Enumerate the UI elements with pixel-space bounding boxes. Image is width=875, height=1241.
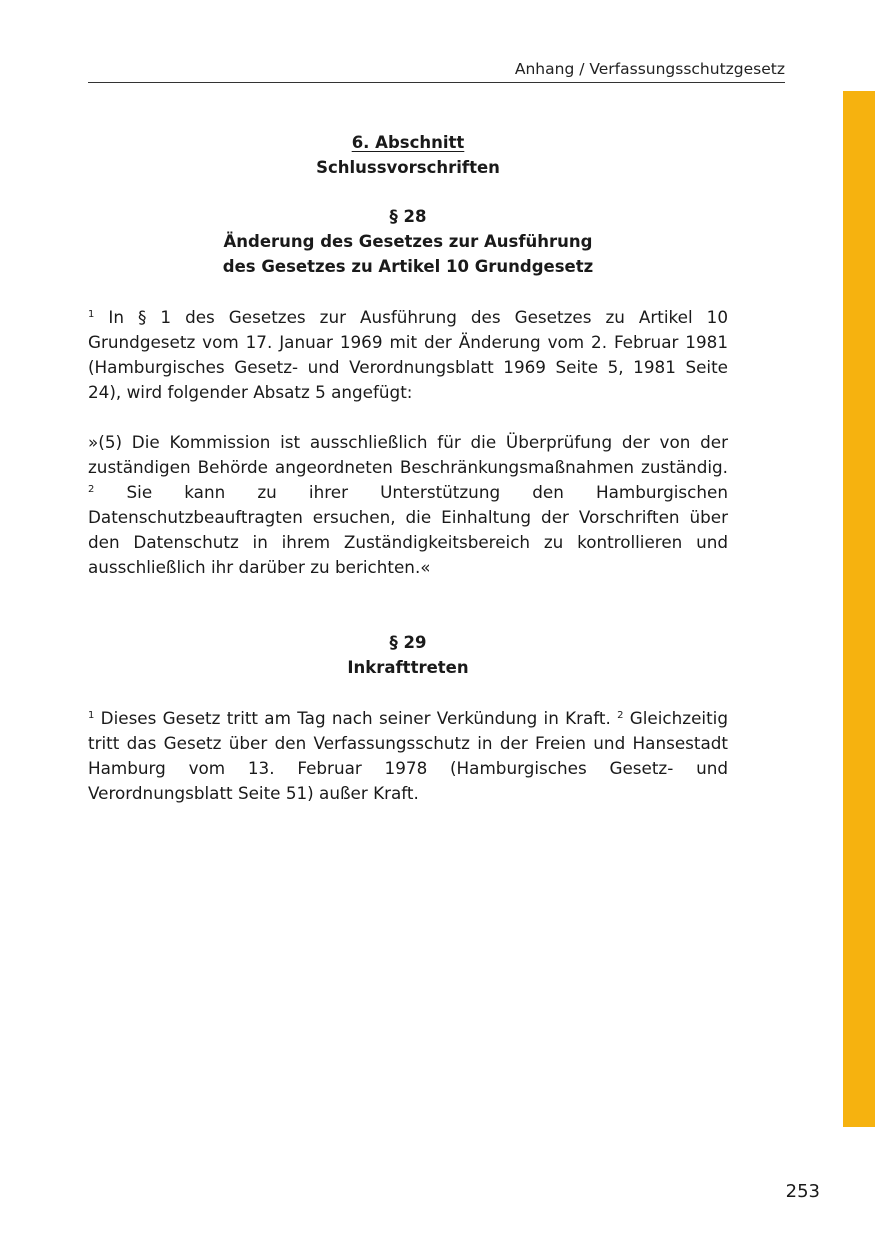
page-number: 253 xyxy=(785,1181,820,1202)
quoted-amendment-text-a: »(5) Die Kommission ist ausschließlich für die Überprüfung der von der zuständigen Behörde angeordneten Beschränkungsmaßnahmen zuständig. xyxy=(88,432,728,477)
paragraph-29-heading xyxy=(88,630,728,680)
paragraph-28-title-line1: Änderung des Gesetzes zur Ausführung xyxy=(223,232,593,251)
paragraph-28-quoted-amendment xyxy=(88,430,728,580)
header-rule xyxy=(88,82,785,83)
paragraph-29-sentence-1-text: Dieses Gesetz tritt am Tag nach seiner Verkündung in Kraft. xyxy=(100,708,611,728)
section-number: 6. Abschnitt xyxy=(351,133,465,152)
paragraph-28-sentence-1-text: In § 1 des Gesetzes zur Ausführung des Gesetzes zu Artikel 10 Grundgesetz vom 17. Januar 1969 mit der Änderung vom 2. Februar 1981 (Hamburgisches Gesetz- und Verordnungsblatt 1969 Seite 5, 1981 Seite 24), wird folgender Absatz 5 angefügt: xyxy=(88,307,728,402)
section-heading xyxy=(88,130,728,180)
section-title: Schlussvorschriften xyxy=(316,158,500,177)
side-tab-marker xyxy=(843,91,875,1127)
paragraph-29-title: Inkrafttreten xyxy=(347,658,469,677)
paragraph-29-text xyxy=(88,706,728,806)
sentence-marker: 1 xyxy=(88,309,95,320)
paragraph-29-sentence-2-text: Gleichzeitig tritt das Gesetz über den Verfassungsschutz in der Freien und Hansestadt Hamburg vom 13. Februar 1978 (Hamburgisches Gesetz- und Verordnungsblatt Seite 51) außer Kraft. xyxy=(88,708,728,803)
sentence-marker: 2 xyxy=(617,710,624,721)
sentence-marker: 2 xyxy=(88,484,95,495)
sentence-marker: 1 xyxy=(88,710,95,721)
paragraph-28-number: § 28 xyxy=(389,207,427,226)
running-head: Anhang / Verfassungsschutzgesetz xyxy=(514,60,785,78)
quoted-amendment-text-b: Sie kann zu ihrer Unterstützung den Hamburgischen Datenschutzbeauftragten ersuchen, die Einhaltung der Vorschriften über den Datenschutz in ihrem Zuständigkeitsbereich zu kontrollieren und ausschließlich ihr darüber zu berichten.« xyxy=(88,482,728,577)
paragraph-29-number: § 29 xyxy=(389,633,427,652)
paragraph-28-title-line2: des Gesetzes zu Artikel 10 Grundgesetz xyxy=(222,257,594,276)
paragraph-28-sentence-1 xyxy=(88,305,728,405)
paragraph-28-heading xyxy=(88,204,728,279)
